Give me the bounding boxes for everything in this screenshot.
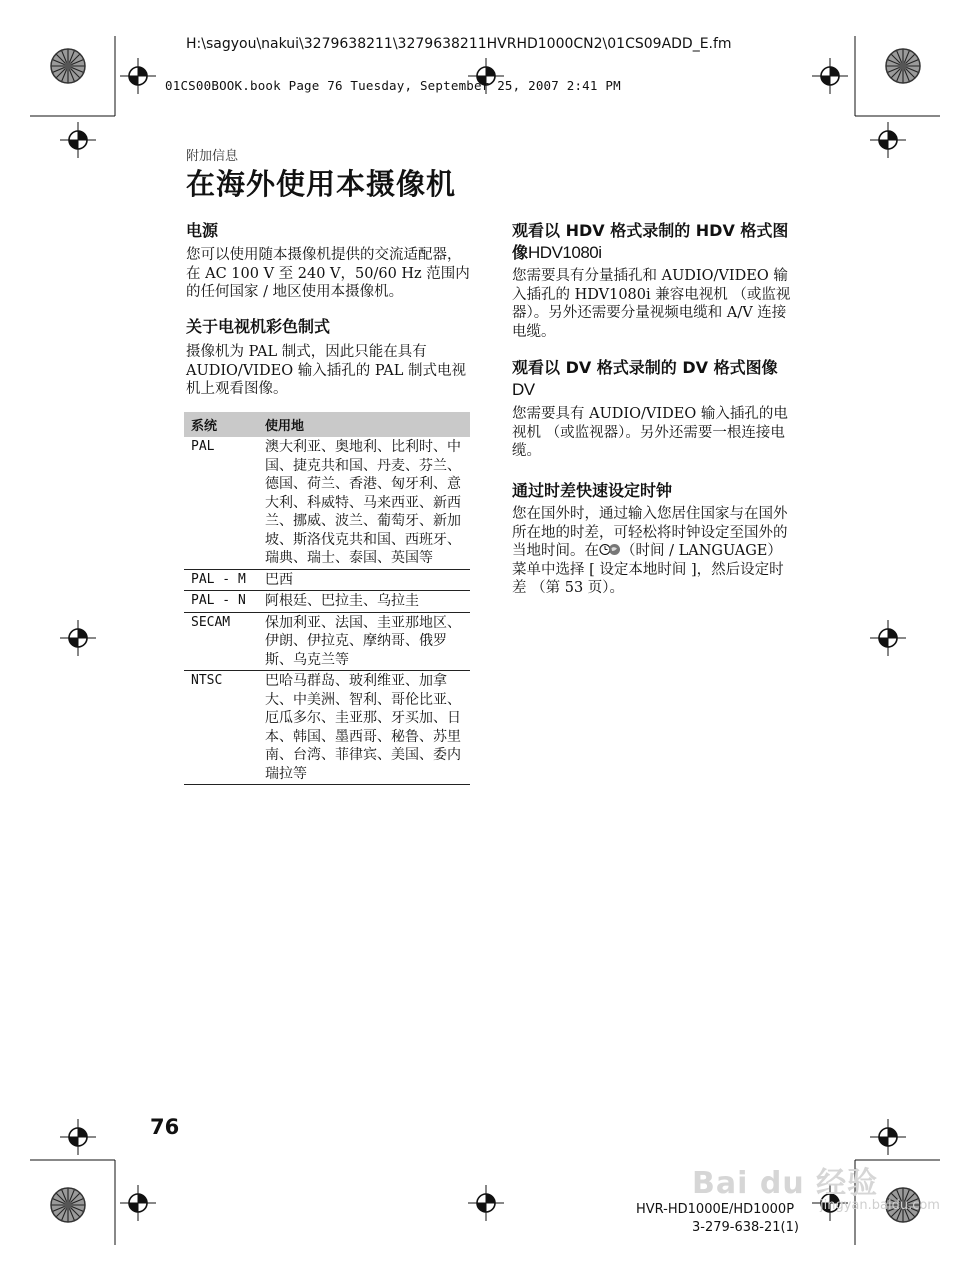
power-text: 您可以使用随本摄像机提供的交流适配器，在 AC 100 V 至 240 V，50/60 Hz 范围内的任何国家 / 地区使用本摄像机。 xyxy=(186,247,470,300)
time-difference-text xyxy=(512,505,794,598)
table-header-region: 使用地 xyxy=(265,412,470,437)
model-name: HVR-HD1000E/HD1000P xyxy=(636,1202,795,1217)
table-cell-system: PAL xyxy=(184,437,265,569)
part-number: 3-279-638-21(1) xyxy=(692,1220,799,1235)
baidu-watermark: Bai du 经验 xyxy=(692,1166,879,1201)
table-cell-system: PAL - M xyxy=(184,569,265,591)
page-title: 在海外使用本摄像机 xyxy=(186,167,457,201)
table-header-row xyxy=(184,412,470,437)
dv-text: 您需要具有 AUDIO/VIDEO 输入插孔的电视机 （或监视器）。另外还需要一根连接电缆。 xyxy=(512,406,788,459)
tv-system-heading: 关于电视机彩色制式 xyxy=(186,317,331,336)
time-text-before: 您在国外时，通过输入您居住国家与在国外所在地的时差，可轻松将时钟设定至国外的当地时间。在 xyxy=(512,506,788,559)
table-cell-region: 保加利亚、法国、圭亚那地区、伊朗、伊拉克、摩纳哥、俄罗斯、乌克兰等 xyxy=(265,612,470,671)
dv-heading-text: 观看以 DV 格式录制的 DV 格式图像 xyxy=(512,358,778,377)
color-system-table xyxy=(184,412,470,785)
table-cell-system: PAL - N xyxy=(184,591,265,613)
table-row xyxy=(184,437,470,569)
page-number: 76 xyxy=(150,1115,180,1139)
table-cell-system: SECAM xyxy=(184,612,265,671)
tv-system-text: 摄像机为 PAL 制式，因此只能在具有 AUDIO/VIDEO 输入插孔的 PAL 制式电视机上观看图像。 xyxy=(186,344,466,397)
table-row xyxy=(184,569,470,591)
hdv-text: 您需要具有分量插孔和 AUDIO/VIDEO 输入插孔的 HDV1080i 兼容电视机 （或监视器）。另外还需要分量视频电缆和 A/V 连接电缆。 xyxy=(512,268,791,340)
dv-heading xyxy=(512,357,792,401)
table-cell-system: NTSC xyxy=(184,671,265,785)
time-difference-heading: 通过时差快速设定时钟 xyxy=(512,481,673,500)
table-row xyxy=(184,671,470,785)
dv-logo: DV xyxy=(512,380,535,399)
table-cell-region: 巴西 xyxy=(265,569,470,591)
clock-globe-icon xyxy=(599,543,621,556)
table-header-system: 系统 xyxy=(184,412,265,437)
hdv1080i-logo: HDV1080i xyxy=(528,243,602,262)
time-text-after: （时间 / LANGUAGE）菜单中选择 [ 设定本地时间 ]，然后设定时差 （第 53 页）。 xyxy=(512,543,784,596)
table-cell-region: 澳大利亚、奥地利、比利时、中国、捷克共和国、丹麦、芬兰、德国、荷兰、香港、匈牙利、意大利、科威特、马来西亚、新西兰、挪威、波兰、葡萄牙、新加坡、斯洛伐克共和国、西班牙、瑞典、瑞士、泰国、英国等 xyxy=(265,437,470,569)
file-path: H:\sagyou\nakui\3279638211\3279638211HVRHD1000CN2\01CS09ADD_E.fm xyxy=(186,36,732,52)
hdv-heading xyxy=(512,220,792,264)
baidu-watermark-url: jingyan.baidu.com xyxy=(820,1198,940,1213)
table-cell-region: 巴哈马群岛、玻利维亚、加拿大、中美洲、智利、哥伦比亚、厄瓜多尔、圭亚那、牙买加、日本、韩国、墨西哥、秘鲁、苏里南、台湾、菲律宾、美国、委内瑞拉等 xyxy=(265,671,470,785)
table-cell-region: 阿根廷、巴拉圭、乌拉圭 xyxy=(265,591,470,613)
book-info: 01CS00BOOK.book Page 76 Tuesday, September 25, 2007 2:41 PM xyxy=(165,78,621,93)
table-row xyxy=(184,612,470,671)
power-heading: 电源 xyxy=(186,221,219,240)
hdv-heading-text: 观看以 HDV 格式录制的 HDV 格式图像 xyxy=(512,221,789,262)
section-kicker: 附加信息 xyxy=(186,149,239,164)
table-row xyxy=(184,591,470,613)
